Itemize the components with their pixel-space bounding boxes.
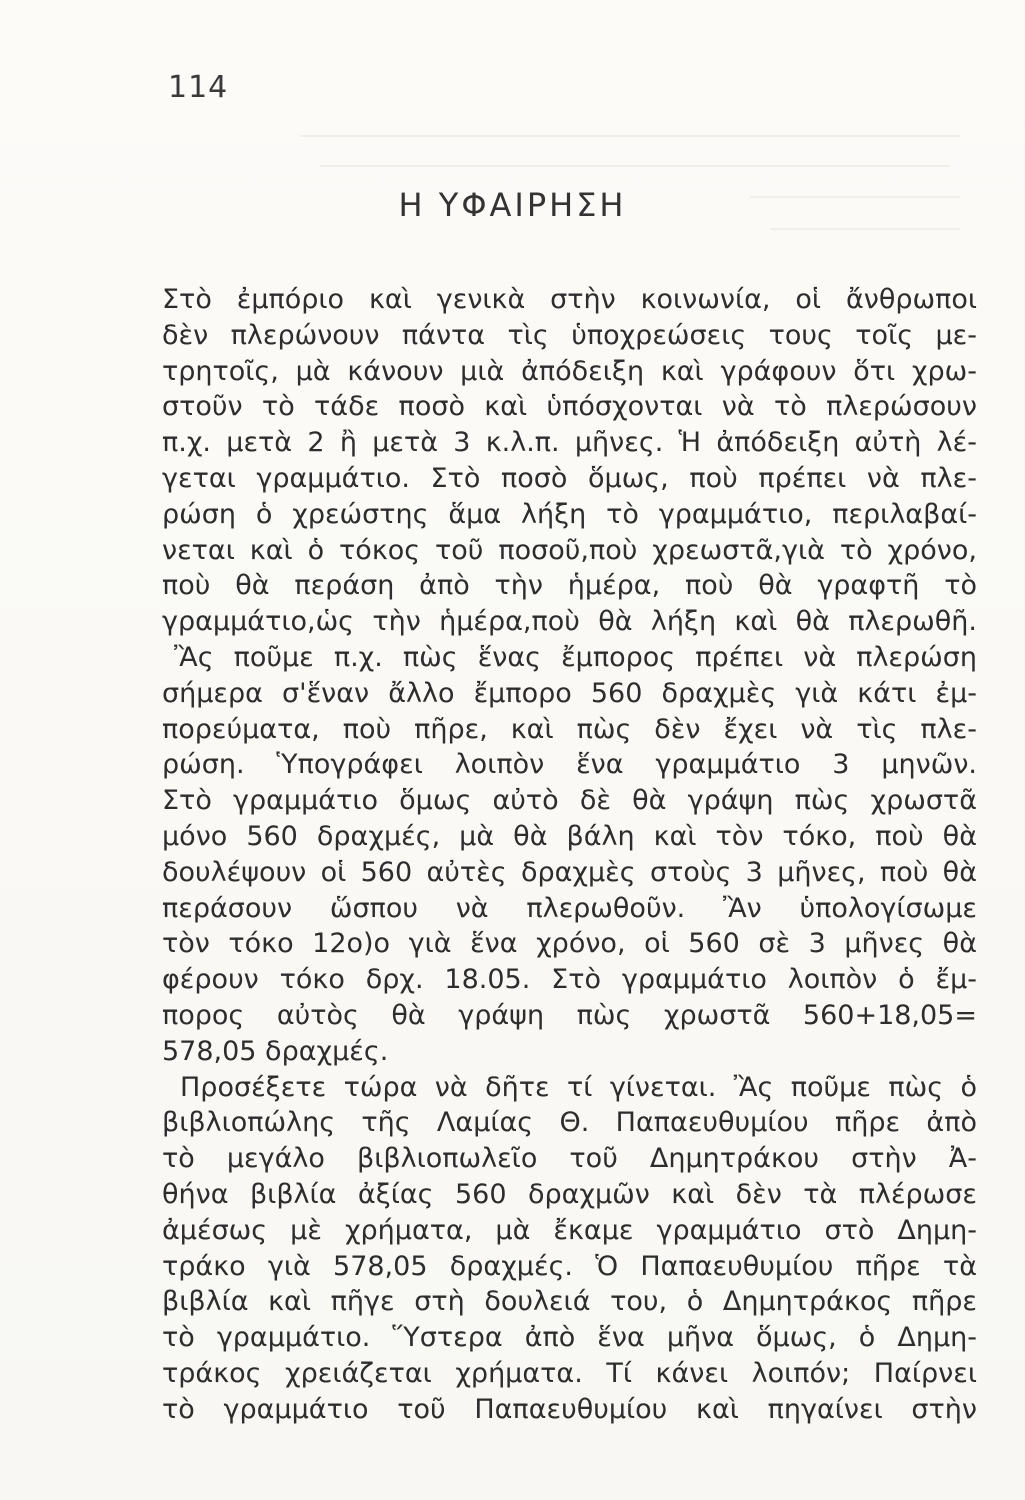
body-text	[162, 282, 977, 1428]
text-line: ποὺ θὰ περάση ἀπὸ τὴν ἡμέρα, ποὺ θὰ γραφτῆ τὸ	[162, 570, 977, 602]
show-through-line	[300, 135, 960, 137]
text-line: Ἂς ποῦμε π.χ. πὼς ἕνας ἔμπορος πρέπει νὰ πλερώση	[174, 641, 977, 673]
text-line: τὸ γραμμάτιο. Ὕστερα ἀπὸ ἕνα μῆνα ὅμως, ὁ Δημη-	[162, 1322, 977, 1354]
text-line: νεται καὶ ὁ τόκος τοῦ ποσοῦ,ποὺ χρεωστᾶ,γιὰ τὸ χρόνο,	[162, 534, 977, 566]
text-line: Προσέξετε τώρα νὰ δῆτε τί γίνεται. Ἂς ποῦμε πὼς ὁ	[180, 1071, 977, 1103]
text-line: π.χ. μετὰ 2 ἢ μετὰ 3 κ.λ.π. μῆνες. Ἡ ἀπόδειξη αὐτὴ λέ-	[162, 427, 977, 459]
text-line: τράκο γιὰ 578,05 δραχμές. Ὁ Παπαευθυμίου πῆρε τὰ	[162, 1250, 977, 1282]
page-number: 114	[168, 70, 229, 105]
text-line: τρητοῖς, μὰ κάνουν μιὰ ἀπόδειξη καὶ γράφουν ὅτι χρω-	[162, 355, 977, 387]
text-line: τὸν τόκο 12ο)ο γιὰ ἕνα χρόνο, οἱ 560 σὲ 3 μῆνες θὰ	[162, 928, 977, 960]
text-line: μόνο 560 δραχμές, μὰ θὰ βάλη καὶ τὸν τόκο, ποὺ θὰ	[162, 820, 977, 852]
text-line: ρώση ὁ χρεώστης ἅμα λήξη τὸ γραμμάτιο, περιλαβαί-	[162, 498, 977, 530]
text-line: τὸ μεγάλο βιβλιοπωλεῖο τοῦ Δημητράκου στὴν Ἀ-	[162, 1143, 977, 1175]
text-line: Στὸ ἐμπόριο καὶ γενικὰ στὴν κοινωνία, οἱ ἄνθρωποι	[162, 284, 977, 315]
text-line: δουλέψουν οἱ 560 αὐτὲς δραχμὲς στοὺς 3 μῆνες, ποὺ θὰ	[162, 856, 977, 888]
text-line: τὸ γραμμάτιο τοῦ Παπαευθυμίου καὶ πηγαίνει στὴν	[162, 1393, 977, 1425]
text-line: τράκος χρειάζεται χρήματα. Τί κάνει λοιπόν; Παίρνει	[162, 1357, 977, 1389]
text-line: περάσουν ὥσπου νὰ πλερωθοῦν. Ἂν ὑπολογίσωμε	[162, 892, 977, 924]
text-line: ἀμέσως μὲ χρήματα, μὰ ἔκαμε γραμμάτιο στὸ Δημη-	[162, 1214, 977, 1246]
text-line: ρώση. Ὑπογράφει λοιπὸν ἕνα γραμμάτιο 3 μηνῶν.	[162, 749, 977, 781]
text-line: γεται γραμμάτιο. Στὸ ποσὸ ὅμως, ποὺ πρέπει νὰ πλε-	[162, 462, 977, 494]
text-line: γραμμάτιο,ὡς τὴν ἡμέρα,ποὺ θὰ λήξη καὶ θὰ πλερωθῆ.	[162, 606, 977, 638]
text-line: σήμερα σ'ἕναν ἄλλο ἔμπορο 560 δραχμὲς γιὰ κάτι ἐμ-	[162, 677, 977, 709]
text-line: φέρουν τόκο δρχ. 18.05. Στὸ γραμμάτιο λοιπὸν ὁ ἔμ-	[162, 964, 977, 996]
text-line: θήνα βιβλία ἀξίας 560 δραχμῶν καὶ δὲν τὰ πλέρωσε	[162, 1178, 977, 1210]
text-line: πορεύματα, ποὺ πῆρε, καὶ πὼς δὲν ἔχει νὰ τὶς πλε-	[162, 713, 977, 745]
text-line: 578,05 δραχμές.	[162, 1035, 389, 1067]
text-line: Στὸ γραμμάτιο ὅμως αὐτὸ δὲ θὰ γράψη πὼς χρωστᾶ	[162, 785, 977, 817]
text-line: βιβλία καὶ πῆγε στὴ δουλειά του, ὁ Δημητράκος πῆρε	[162, 1286, 977, 1318]
show-through-line	[770, 228, 960, 230]
text-line: δὲν πλερώνουν πάντα τὶς ὑποχρεώσεις τους τοῖς με-	[162, 319, 977, 351]
chapter-title: Η ΥΦΑΙΡΗΣΗ	[398, 186, 627, 224]
show-through-line	[320, 165, 950, 167]
text-line: στοῦν τὸ τάδε ποσὸ καὶ ὑπόσχονται νὰ τὸ πλερώσουν	[162, 391, 977, 423]
text-line: πορος αὐτὸς θὰ γράψη πὼς χρωστᾶ 560+18,05=	[162, 999, 977, 1031]
text-line: βιβλιοπώλης τῆς Λαμίας Θ. Παπαευθυμίου πῆρε ἀπὸ	[162, 1107, 977, 1139]
